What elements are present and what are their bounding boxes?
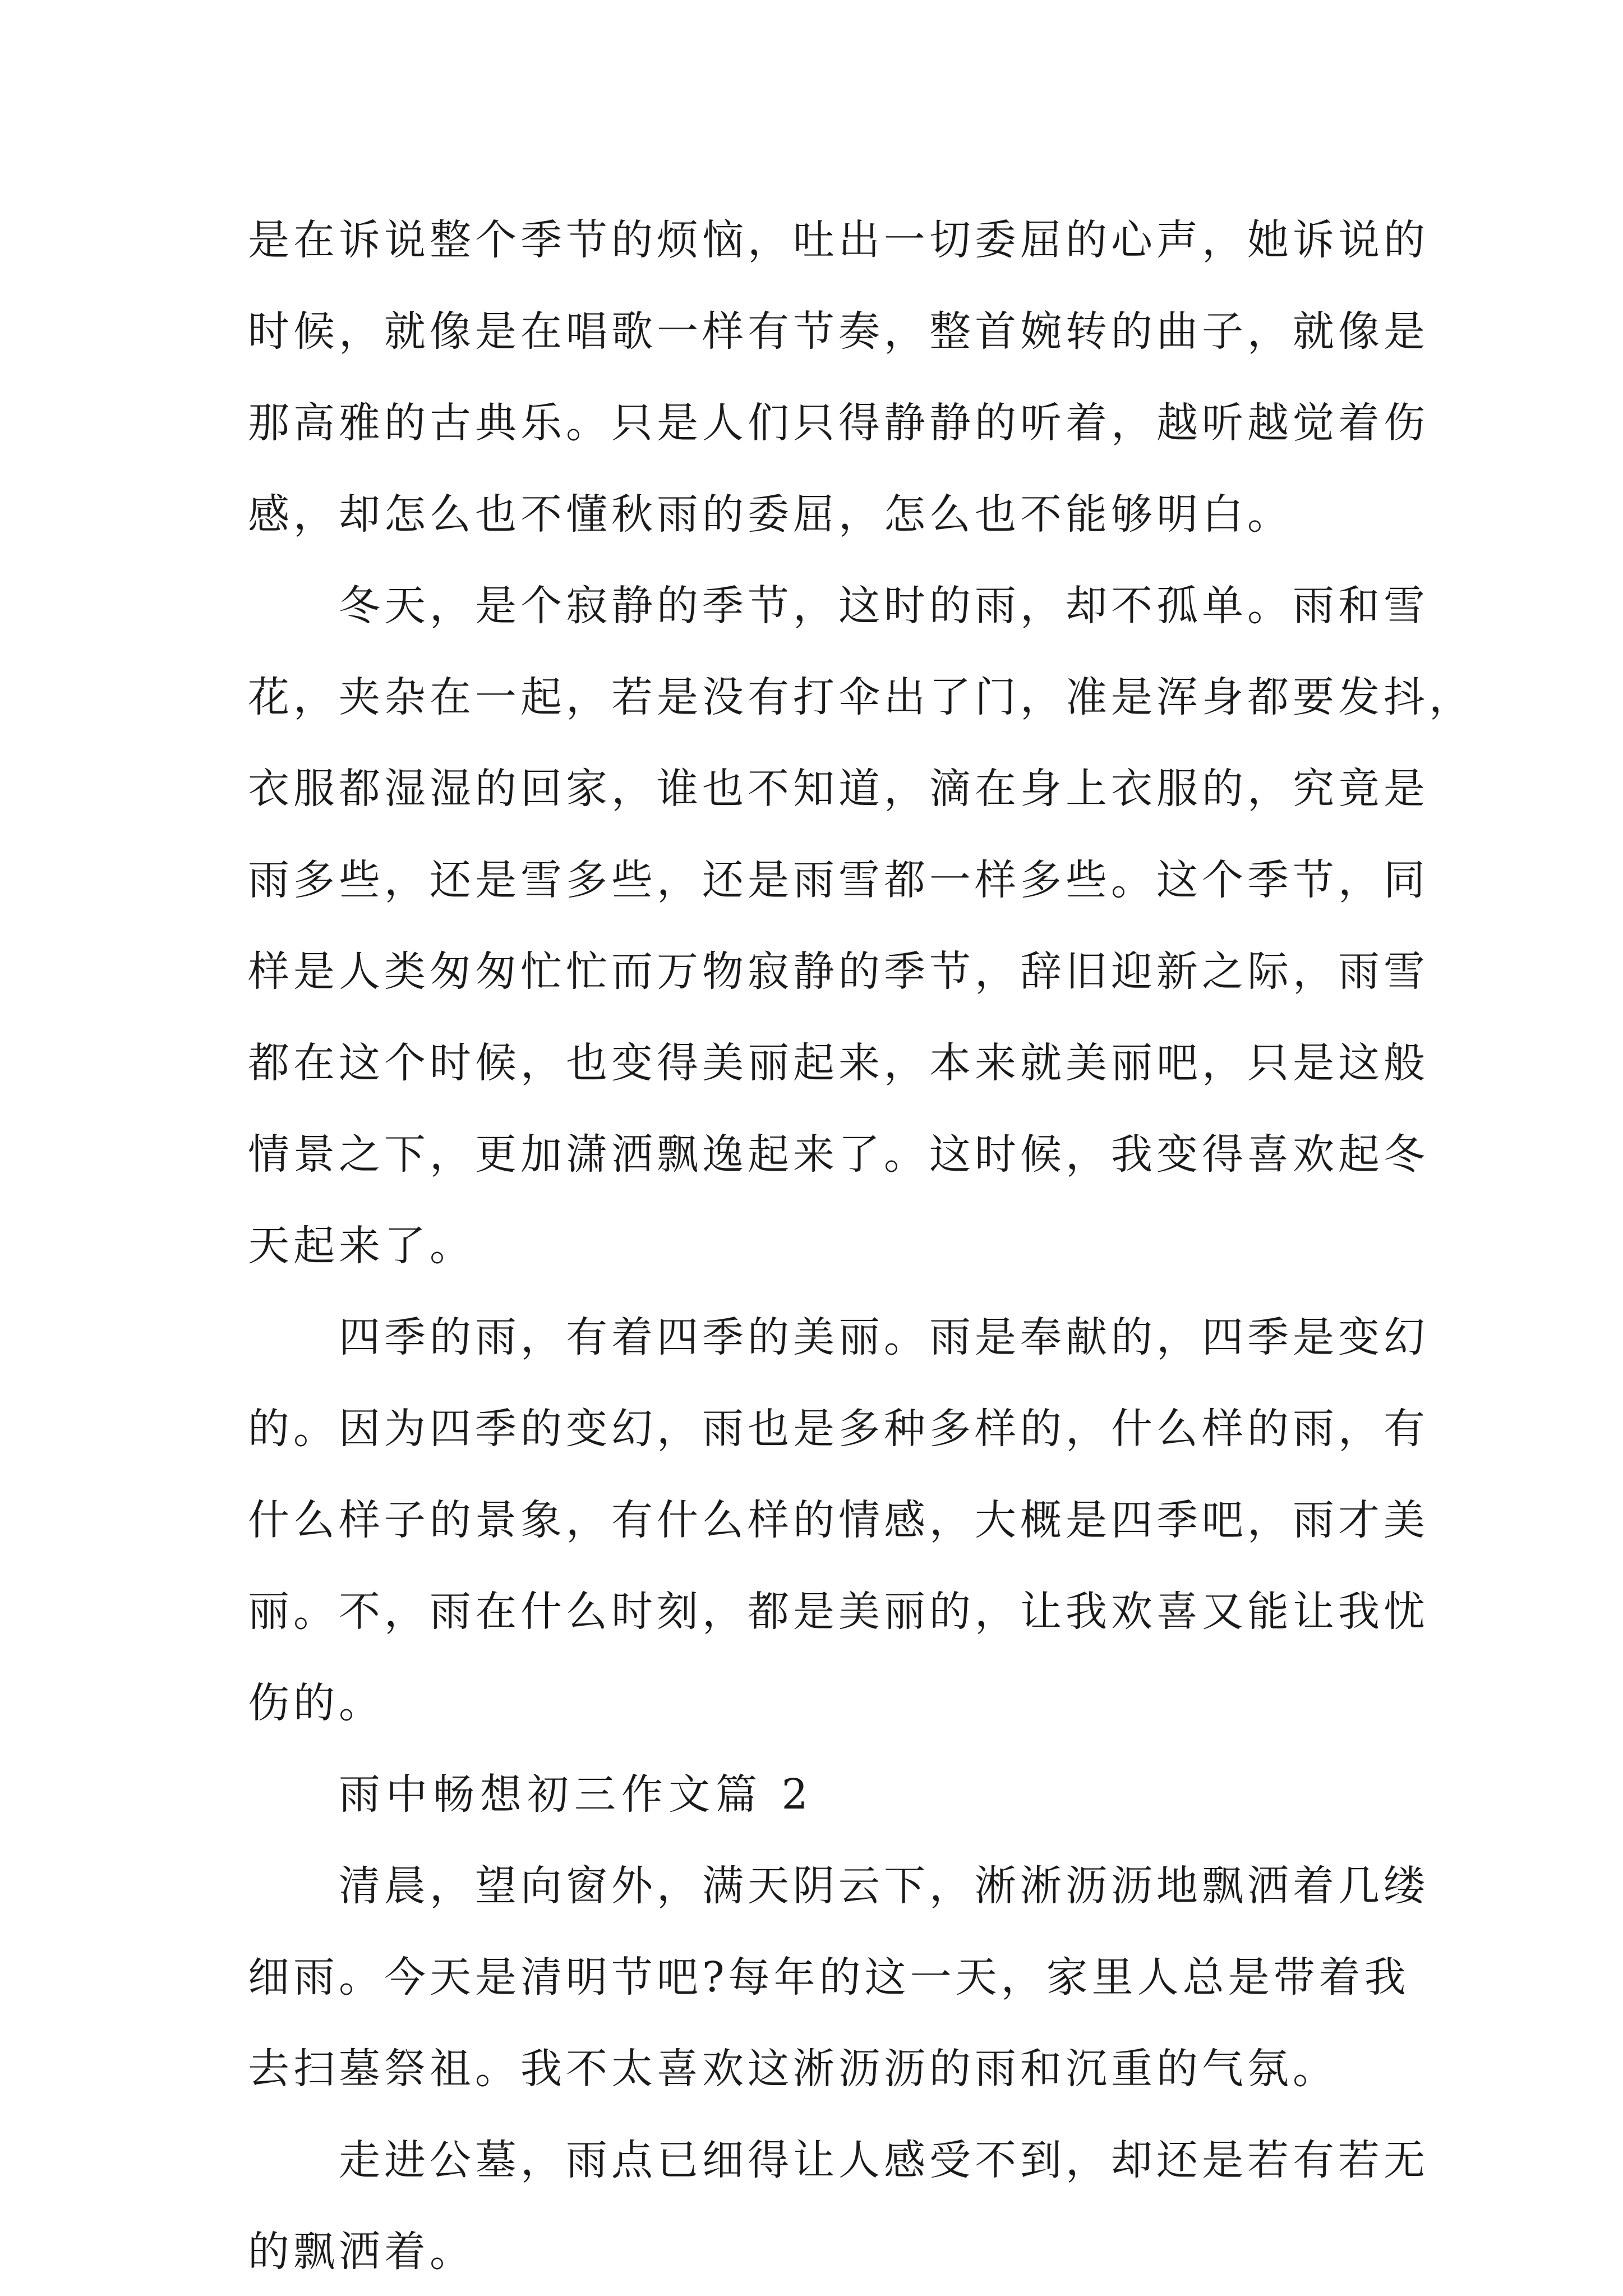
text-line: 样是人类匆匆忙忙而万物寂静的季节，辞旧迎新之际，雨雪 xyxy=(248,947,1429,996)
text-line: 的飘洒着。 xyxy=(248,2228,475,2276)
text-line: 情景之下，更加潇洒飘逸起来了。这时候，我变得喜欢起冬 xyxy=(248,1130,1429,1179)
paragraph-start-line: 清晨，望向窗外，满天阴云下，淅淅沥沥地飘洒着几缕 xyxy=(339,1862,1429,1910)
text-line: 去扫墓祭祖。我不太喜欢这淅沥沥的雨和沉重的气氛。 xyxy=(248,2045,1338,2093)
text-line: 伤的。 xyxy=(248,1679,384,1727)
text-line: 丽。不，雨在什么时刻，都是美丽的，让我欢喜又能让我忧 xyxy=(248,1588,1429,1636)
text-line: 的。因为四季的变幻，雨也是多种多样的，什么样的雨，有 xyxy=(248,1405,1429,1453)
text-line: 时候，就像是在唱歌一样有节奏，整首婉转的曲子，就像是 xyxy=(248,307,1429,356)
text-line: 是在诉说整个季节的烦恼，吐出一切委屈的心声，她诉说的 xyxy=(248,216,1429,264)
text-line: 雨多些，还是雪多些，还是雨雪都一样多些。这个季节，同 xyxy=(248,856,1429,904)
text-line: 都在这个时候，也变得美丽起来，本来就美丽吧，只是这般 xyxy=(248,1039,1429,1087)
section-heading: 雨中畅想初三作文篇 2 xyxy=(339,1770,814,1819)
text-line: 感，却怎么也不懂秋雨的委屈，怎么也不能够明白。 xyxy=(248,490,1293,539)
paragraph-start-line: 走进公墓，雨点已细得让人感受不到，却还是若有若无 xyxy=(339,2136,1429,2184)
text-line: 细雨。今天是清明节吧?每年的这一天，家里人总是带着我 xyxy=(248,1953,1410,2001)
paragraph-start-line: 冬天，是个寂静的季节，这时的雨，却不孤单。雨和雪 xyxy=(339,582,1429,630)
paragraph-start-line: 四季的雨，有着四季的美丽。雨是奉献的，四季是变幻 xyxy=(339,1313,1429,1361)
text-line: 花，夹杂在一起，若是没有打伞出了门，准是浑身都要发抖， xyxy=(248,673,1474,721)
text-line: 那高雅的古典乐。只是人们只得静静的听着，越听越觉着伤 xyxy=(248,399,1429,447)
text-line: 衣服都湿湿的回家，谁也不知道，滴在身上衣服的，究竟是 xyxy=(248,765,1429,813)
text-line: 什么样子的景象，有什么样的情感，大概是四季吧，雨才美 xyxy=(248,1496,1429,1544)
text-line: 天起来了。 xyxy=(248,1222,475,1270)
